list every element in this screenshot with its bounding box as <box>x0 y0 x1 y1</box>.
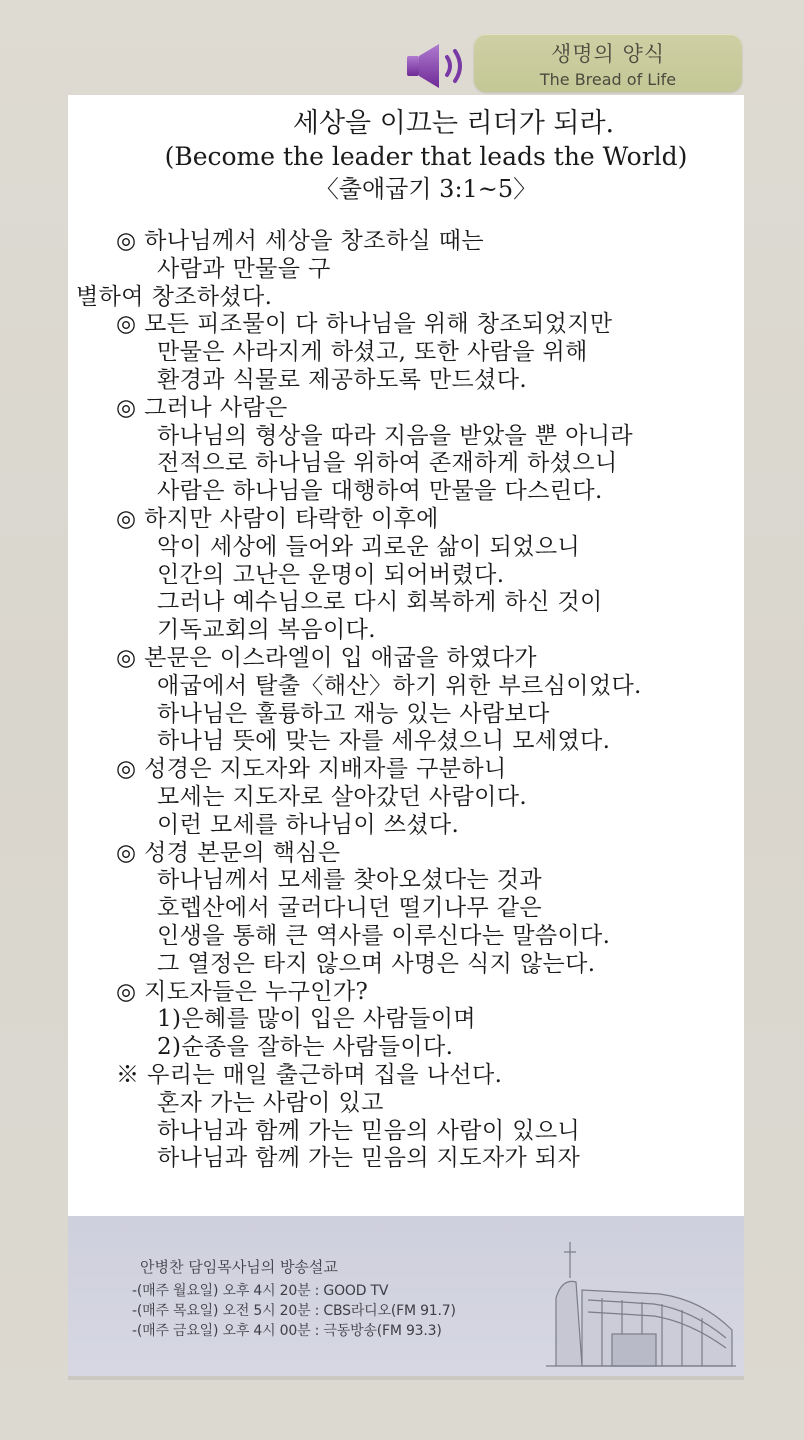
sermon-line: 하나님 뜻에 맞는 자를 세우셨으니 모세였다. <box>157 728 611 755</box>
sermon-line: ◎ 하나님께서 세상을 창조하실 때는 <box>116 228 484 254</box>
sermon-line: 인간의 고난은 운명이 되어버렸다. <box>157 561 505 588</box>
broadcast-footer <box>68 1216 744 1376</box>
broadcast-title: 안병찬 담임목사님의 방송설교 <box>140 1258 338 1276</box>
sermon-line: 하나님과 함께 가는 믿음의 사람이 있으니 <box>157 1117 581 1144</box>
sermon-title-block <box>68 107 744 205</box>
sermon-line: ◎ 성경 본문의 핵심은 <box>116 839 341 866</box>
card-bottom-edge <box>68 1376 744 1380</box>
sermon-line: 하나님의 형상을 따라 지음을 받았을 뿐 아니라 <box>157 422 634 449</box>
sermon-line: 이런 모세를 하나님이 쓰셨다. <box>157 811 460 838</box>
scripture-reference: 〈출애굽기 3:1~5〉 <box>314 175 538 203</box>
sermon-line: 하나님은 훌륭하고 재능 있는 사람보다 <box>157 700 550 727</box>
sermon-line: 모세는 지도자로 살아갔던 사람이다. <box>157 783 528 810</box>
sermon-line: 1)은혜를 많이 입은 사람들이며 <box>157 1006 476 1033</box>
sermon-line: 악이 세상에 들어와 괴로운 삶이 되었으니 <box>157 533 581 560</box>
sermon-line: ◎ 성경은 지도자와 지배자를 구분하니 <box>116 756 507 783</box>
sermon-line: 인생을 통해 큰 역사를 이루신다는 말씀이다. <box>157 922 611 949</box>
sermon-line: ◎ 지도자들은 누구인가? <box>116 978 369 1005</box>
sermon-line: ◎ 모든 피조물이 다 하나님을 위해 창조되었지만 <box>116 311 613 338</box>
sermon-line: 2)순종을 잘하는 사람들이다. <box>157 1034 454 1061</box>
sermon-line: ◎ 그러나 사람은 <box>116 394 288 421</box>
sermon-line: 전적으로 하나님을 위하여 존재하게 하셨으니 <box>157 450 618 477</box>
badge-english: The Bread of Life <box>539 70 677 89</box>
sermon-line: 호렙산에서 굴러다니던 떨기나무 같은 <box>157 895 543 922</box>
bread-of-life-badge <box>474 34 742 92</box>
sermon-title-english: (Become the leader that leads the World) <box>164 142 688 171</box>
sermon-line: 만물은 사라지게 하셨고, 또한 사람을 위해 <box>157 339 588 366</box>
sermon-body <box>76 228 736 1173</box>
sermon-line: 혼자 가는 사람이 있고 <box>157 1089 384 1116</box>
badge-korean: 생명의 양식 <box>550 42 666 66</box>
sermon-line: 기독교회의 복음이다. <box>157 617 376 644</box>
sermon-paper <box>68 95 744 1216</box>
sermon-line: 사람은 하나님을 대행하여 만물을 다스린다. <box>157 478 603 505</box>
sermon-line: ◎ 본문은 이스라엘이 입 애굽을 하였다가 <box>116 644 537 671</box>
church-building-icon <box>542 1238 738 1368</box>
sermon-line: ※ 우리는 매일 출근하며 집을 나선다. <box>116 1061 503 1088</box>
broadcast-schedule-item: -(매주 금요일) 오후 4시 00분 : 극동방송(FM 93.3) <box>132 1323 442 1339</box>
sermon-line: 그러나 예수님으로 다시 회복하게 하신 것이 <box>157 589 603 616</box>
sermon-line: 그 열정은 타지 않으며 사명은 식지 않는다. <box>157 950 596 977</box>
sermon-line: ◎ 하지만 사람이 타락한 이후에 <box>116 505 439 532</box>
sermon-title-korean: 세상을 이끄는 리더가 되라. <box>292 108 615 139</box>
sermon-line: 별하여 창조하셨다. <box>76 283 273 310</box>
sermon-line: 사람과 만물을 구 <box>157 255 331 282</box>
sermon-line: 하나님과 함께 가는 믿음의 지도자가 되자 <box>157 1145 581 1172</box>
broadcast-schedule-item: -(매주 목요일) 오전 5시 20분 : CBS라디오(FM 91.7) <box>132 1303 456 1319</box>
broadcast-schedule-item: -(매주 월요일) 오후 4시 20분 : GOOD TV <box>132 1283 389 1299</box>
sermon-line: 애굽에서 탈출〈해산〉하기 위한 부르심이었다. <box>157 672 642 699</box>
sermon-line: 환경과 식물로 제공하도록 만드셨다. <box>157 366 528 393</box>
speaker-icon[interactable] <box>405 40 469 92</box>
sermon-line: 하나님께서 모세를 찾아오셨다는 것과 <box>157 867 543 894</box>
